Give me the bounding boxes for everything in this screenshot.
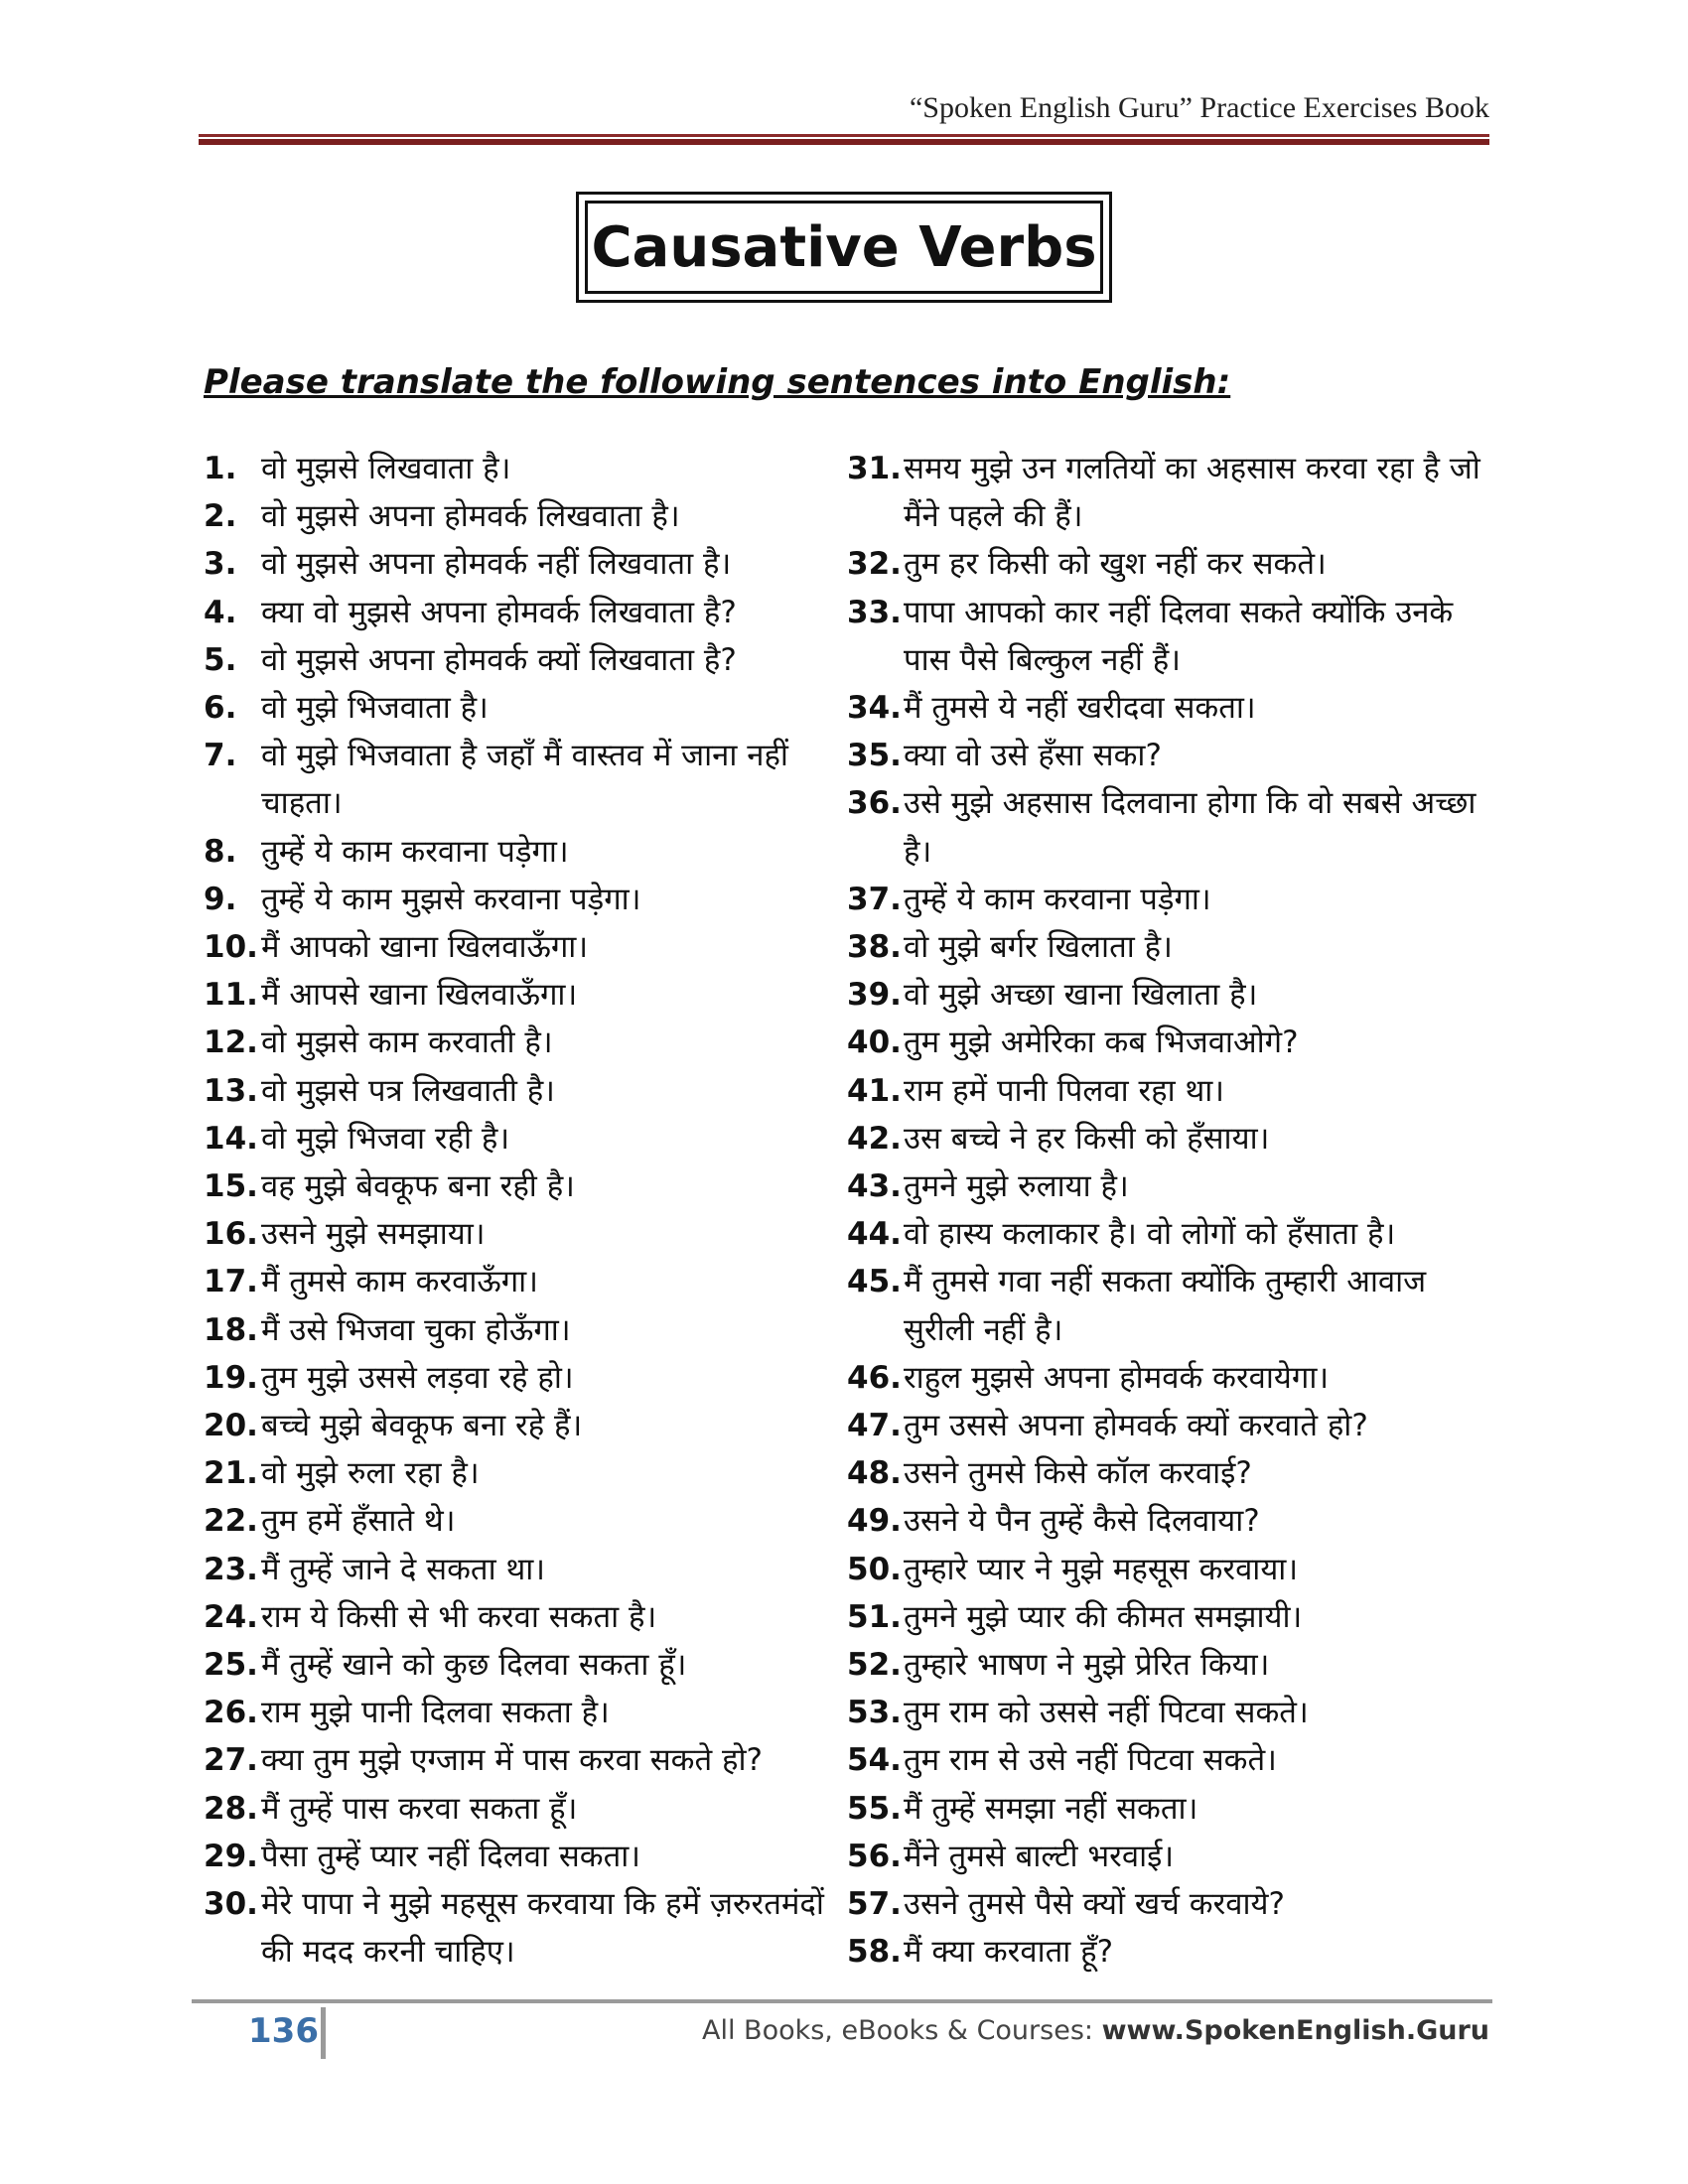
- exercise-sentence: मैंने तुमसे बाल्टी भरवाई।: [904, 1838, 1175, 1874]
- exercise-number: 18.: [204, 1311, 258, 1348]
- exercise-item: [847, 1258, 1492, 1353]
- exercise-item: [847, 1019, 1492, 1066]
- exercise-item: [847, 1928, 1492, 1976]
- exercise-number: 9.: [204, 881, 237, 917]
- exercise-sentence: पापा आपको कार नहीं दिलवा सकते क्योंकि उनके पास पैसे बिल्कुल नहीं हैं।: [904, 594, 1454, 678]
- exercise-item: [847, 1641, 1492, 1689]
- exercise-item: [847, 1593, 1492, 1641]
- exercise-item: [847, 732, 1492, 779]
- exercise-item: [204, 732, 829, 827]
- exercise-sentence: मैं तुमसे ये नहीं खरीदवा सकता।: [904, 690, 1256, 727]
- exercise-item: [847, 1162, 1492, 1210]
- exercise-item: [847, 1880, 1492, 1928]
- exercise-sentence: वो मुझसे काम करवाती है।: [261, 1024, 553, 1061]
- exercise-list-right: [847, 445, 1492, 1977]
- exercise-number: 29.: [204, 1838, 258, 1874]
- exercise-number: 35.: [847, 738, 902, 774]
- page-title-inner-frame: [585, 201, 1103, 294]
- exercise-sentence: मैं तुमसे गवा नहीं सकता क्योंकि तुम्हारी आवाज सुरीली नहीं है।: [904, 1264, 1427, 1348]
- exercise-item: [847, 1785, 1492, 1833]
- exercise-item: [204, 1689, 829, 1736]
- exercise-number: 16.: [204, 1216, 258, 1253]
- page-title-box: [576, 192, 1112, 303]
- exercise-sentence: मैं तुम्हें समझा नहीं सकता।: [904, 1790, 1198, 1827]
- exercise-sentence: राम मुझे पानी दिलवा सकता है।: [261, 1695, 610, 1731]
- exercise-sentence: बच्चे मुझे बेवकूफ बना रहे हैं।: [261, 1408, 583, 1444]
- exercise-sentence: वो हास्य कलाकार है। वो लोगों को हँसाता है।: [904, 1216, 1396, 1253]
- exercise-item: [204, 589, 829, 636]
- exercise-item: [204, 1306, 829, 1354]
- exercise-number: 50.: [847, 1551, 902, 1587]
- exercise-number: 27.: [204, 1742, 258, 1779]
- exercise-sentence: राम ये किसी से भी करवा सकता है।: [261, 1598, 657, 1635]
- exercise-sentence: उसने तुमसे किसे कॉल करवाई?: [904, 1455, 1252, 1492]
- header-rule: [199, 134, 1489, 137]
- page-number: 136: [248, 2011, 319, 2051]
- exercise-number: 42.: [847, 1120, 902, 1157]
- exercise-sentence: तुम मुझे अमेरिका कब भिजवाओगे?: [904, 1024, 1299, 1061]
- exercise-sentence: वो मुझसे अपना होमवर्क लिखवाता है।: [261, 498, 680, 535]
- exercise-number: 23.: [204, 1551, 258, 1587]
- exercise-number: 10.: [204, 929, 258, 966]
- exercise-sentence: तुम हमें हँसाते थे।: [261, 1503, 456, 1540]
- exercise-number: 7.: [204, 738, 237, 774]
- exercise-sentence: वो मुझसे पत्र लिखवाती है।: [261, 1072, 555, 1109]
- exercise-item: [847, 445, 1492, 540]
- exercise-item: [847, 876, 1492, 923]
- exercise-item: [204, 1115, 829, 1162]
- exercise-sentence: तुम मुझे उससे लड़वा रहे हो।: [261, 1359, 574, 1396]
- exercise-item: [847, 1689, 1492, 1736]
- exercise-number: 2.: [204, 498, 237, 535]
- exercise-item: [847, 1449, 1492, 1497]
- exercise-number: 28.: [204, 1790, 258, 1827]
- exercise-sentence: समय मुझे उन गलतियों का अहसास करवा रहा है जो मैंने पहले की हैं।: [904, 451, 1480, 535]
- exercise-item: [204, 1593, 829, 1641]
- exercise-number: 54.: [847, 1742, 902, 1779]
- exercise-sentence: तुम्हें ये काम करवाना पड़ेगा।: [261, 833, 569, 870]
- exercise-sentence: वो मुझे भिजवाता है।: [261, 690, 489, 727]
- exercise-sentence: तुम्हें ये काम मुझसे करवाना पड़ेगा।: [261, 881, 641, 917]
- exercise-number: 40.: [847, 1024, 902, 1061]
- page-number-divider: [321, 2007, 326, 2059]
- exercise-sentence: मैं तुम्हें पास करवा सकता हूँ।: [261, 1790, 578, 1827]
- exercise-item: [847, 1833, 1492, 1880]
- exercise-number: 43.: [847, 1168, 902, 1205]
- exercise-sentence: तुम राम को उससे नहीं पिटवा सकते।: [904, 1695, 1309, 1731]
- exercise-number: 39.: [847, 977, 902, 1014]
- exercise-number: 38.: [847, 929, 902, 966]
- header-rule-thick: [199, 139, 1489, 145]
- exercise-item: [204, 492, 829, 540]
- exercise-item: [847, 971, 1492, 1019]
- exercise-sentence: वो मुझसे अपना होमवर्क नहीं लिखवाता है।: [261, 546, 732, 583]
- exercise-number: 20.: [204, 1408, 258, 1444]
- exercise-number: 45.: [847, 1264, 902, 1300]
- exercise-item: [204, 1785, 829, 1833]
- book-title: “Spoken English Guru” Practice Exercises Book: [909, 91, 1489, 124]
- exercise-item: [847, 1067, 1492, 1115]
- exercise-item: [204, 1546, 829, 1593]
- exercise-number: 25.: [204, 1647, 258, 1684]
- exercise-item: [204, 923, 829, 971]
- exercise-sentence: तुम राम से उसे नहीं पिटवा सकते।: [904, 1742, 1277, 1779]
- exercise-item: [204, 445, 829, 492]
- instruction-heading: Please translate the following sentences into English:: [204, 362, 1231, 402]
- exercise-number: 51.: [847, 1598, 902, 1635]
- exercise-item: [847, 1354, 1492, 1402]
- exercise-sentence: उसने मुझे समझाया।: [261, 1216, 486, 1253]
- exercise-sentence: क्या वो उसे हँसा सका?: [904, 738, 1162, 774]
- exercise-item: [204, 1019, 829, 1066]
- footer-rule: [192, 1999, 1492, 2003]
- exercise-item: [204, 684, 829, 732]
- exercise-number: 41.: [847, 1072, 902, 1109]
- exercise-number: 5.: [204, 641, 237, 678]
- exercise-number: 33.: [847, 594, 902, 630]
- exercise-number: 46.: [847, 1359, 902, 1396]
- exercise-item: [204, 1354, 829, 1402]
- exercise-sentence: मेरे पापा ने मुझे महसूस करवाया कि हमें ज़रुरतमंदों की मदद करनी चाहिए।: [261, 1886, 824, 1971]
- exercise-number: 14.: [204, 1120, 258, 1157]
- exercise-sentence: वो मुझसे अपना होमवर्क क्यों लिखवाता है?: [261, 641, 737, 678]
- exercise-sentence: वो मुझे भिजवा रही है।: [261, 1120, 510, 1157]
- exercise-sentence: उसने ये पैन तुम्हें कैसे दिलवाया?: [904, 1503, 1260, 1540]
- exercise-sentence: राहुल मुझसे अपना होमवर्क करवायेगा।: [904, 1359, 1330, 1396]
- exercise-item: [204, 1162, 829, 1210]
- exercise-sentence: तुम हर किसी को खुश नहीं कर सकते।: [904, 546, 1327, 583]
- exercise-sentence: तुमने मुझे प्यार की कीमत समझायी।: [904, 1598, 1303, 1635]
- exercise-number: 34.: [847, 690, 902, 727]
- exercise-number: 32.: [847, 546, 902, 583]
- exercise-item: [204, 1067, 829, 1115]
- exercise-sentence: वो मुझे भिजवाता है जहाँ मैं वास्तव में जाना नहीं चाहता।: [261, 738, 788, 822]
- exercise-number: 48.: [847, 1455, 902, 1492]
- exercise-item: [847, 1402, 1492, 1449]
- exercise-item: [847, 923, 1492, 971]
- exercise-number: 31.: [847, 451, 902, 486]
- exercise-number: 56.: [847, 1838, 902, 1874]
- exercise-sentence: मैं तुम्हें खाने को कुछ दिलवा सकता हूँ।: [261, 1647, 687, 1684]
- exercise-number: 52.: [847, 1647, 902, 1684]
- exercise-sentence: मैं तुम्हें जाने दे सकता था।: [261, 1551, 546, 1587]
- exercise-number: 47.: [847, 1408, 902, 1444]
- exercise-sentence: मैं उसे भिजवा चुका होऊँगा।: [261, 1311, 571, 1348]
- exercise-sentence: मैं तुमसे काम करवाऊँगा।: [261, 1264, 538, 1300]
- exercise-item: [204, 1736, 829, 1784]
- exercise-item: [847, 1736, 1492, 1784]
- exercise-sentence: राम हमें पानी पिलवा रहा था।: [904, 1072, 1225, 1109]
- exercise-number: 24.: [204, 1598, 258, 1635]
- exercise-number: 55.: [847, 1790, 902, 1827]
- exercise-sentence: वो मुझे बर्गर खिलाता है।: [904, 929, 1173, 966]
- footer-promo: [702, 2015, 1489, 2046]
- exercise-item: [847, 1115, 1492, 1162]
- exercise-number: 30.: [204, 1886, 258, 1923]
- exercise-item: [847, 1497, 1492, 1545]
- exercise-sentence: तुम्हारे प्यार ने मुझे महसूस करवाया।: [904, 1551, 1299, 1587]
- exercise-sentence: मैं आपको खाना खिलवाऊँगा।: [261, 929, 589, 966]
- exercise-number: 22.: [204, 1503, 258, 1540]
- exercise-number: 19.: [204, 1359, 258, 1396]
- exercise-sentence: तुम्हें ये काम करवाना पड़ेगा।: [904, 881, 1211, 917]
- exercise-number: 6.: [204, 690, 237, 727]
- exercise-number: 26.: [204, 1695, 258, 1731]
- exercise-number: 4.: [204, 594, 237, 630]
- exercise-number: 58.: [847, 1934, 902, 1971]
- exercise-item: [847, 589, 1492, 684]
- exercise-sentence: तुम्हारे भाषण ने मुझे प्रेरित किया।: [904, 1647, 1270, 1684]
- exercise-sentence: क्या वो मुझसे अपना होमवर्क लिखवाता है?: [261, 594, 737, 630]
- exercise-item: [847, 684, 1492, 732]
- exercise-item: [204, 1833, 829, 1880]
- exercise-item: [204, 1210, 829, 1258]
- exercise-sentence: पैसा तुम्हें प्यार नहीं दिलवा सकता।: [261, 1838, 641, 1874]
- exercise-item: [204, 971, 829, 1019]
- exercise-number: 13.: [204, 1072, 258, 1109]
- exercise-number: 17.: [204, 1264, 258, 1300]
- exercise-item: [847, 540, 1492, 588]
- exercise-sentence: मैं आपसे खाना खिलवाऊँगा।: [261, 977, 578, 1014]
- exercise-number: 1.: [204, 451, 237, 486]
- exercise-item: [204, 636, 829, 684]
- exercise-sentence: उस बच्चे ने हर किसी को हँसाया।: [904, 1120, 1270, 1157]
- exercise-sentence: मैं क्या करवाता हूँ?: [904, 1934, 1114, 1971]
- exercise-item: [204, 1449, 829, 1497]
- exercise-number: 15.: [204, 1168, 258, 1205]
- exercise-item: [847, 779, 1492, 875]
- exercise-sentence: तुमने मुझे रुलाया है।: [904, 1168, 1129, 1205]
- exercise-item: [847, 1546, 1492, 1593]
- exercise-sentence: वो मुझे रुला रहा है।: [261, 1455, 480, 1492]
- exercise-item: [204, 1402, 829, 1449]
- page-title: Causative Verbs: [591, 214, 1097, 280]
- exercise-number: 21.: [204, 1455, 258, 1492]
- exercise-number: 3.: [204, 546, 237, 583]
- footer-promo-text: All Books, eBooks & Courses:: [701, 2015, 1102, 2046]
- exercise-item: [847, 1210, 1492, 1258]
- exercise-number: 49.: [847, 1503, 902, 1540]
- exercise-item: [204, 828, 829, 876]
- exercise-number: 53.: [847, 1695, 902, 1731]
- exercise-sentence: उसे मुझे अहसास दिलवाना होगा कि वो सबसे अच्छा है।: [904, 785, 1477, 870]
- exercise-sentence: वो मुझे अच्छा खाना खिलाता है।: [904, 977, 1258, 1014]
- exercise-item: [204, 1497, 829, 1545]
- exercise-item: [204, 540, 829, 588]
- exercise-number: 37.: [847, 881, 902, 917]
- exercise-number: 44.: [847, 1216, 902, 1253]
- exercise-list-left: [204, 445, 829, 1977]
- exercise-sentence: वह मुझे बेवकूफ बना रही है।: [261, 1168, 575, 1205]
- footer-url-link[interactable]: www.SpokenEnglish.Guru: [1101, 2015, 1489, 2046]
- exercise-sentence: क्या तुम मुझे एग्जाम में पास करवा सकते हो?: [261, 1742, 763, 1779]
- exercise-item: [204, 1880, 829, 1976]
- exercise-number: 8.: [204, 833, 237, 870]
- exercise-number: 11.: [204, 977, 258, 1014]
- exercise-item: [204, 1258, 829, 1305]
- exercise-item: [204, 1641, 829, 1689]
- exercise-sentence: वो मुझसे लिखवाता है।: [261, 451, 511, 486]
- exercise-number: 57.: [847, 1886, 902, 1923]
- exercise-number: 12.: [204, 1024, 258, 1061]
- exercise-item: [204, 876, 829, 923]
- exercise-sentence: उसने तुमसे पैसे क्यों खर्च करवाये?: [904, 1886, 1285, 1923]
- exercise-number: 36.: [847, 785, 902, 822]
- exercise-sentence: तुम उससे अपना होमवर्क क्यों करवाते हो?: [904, 1408, 1368, 1444]
